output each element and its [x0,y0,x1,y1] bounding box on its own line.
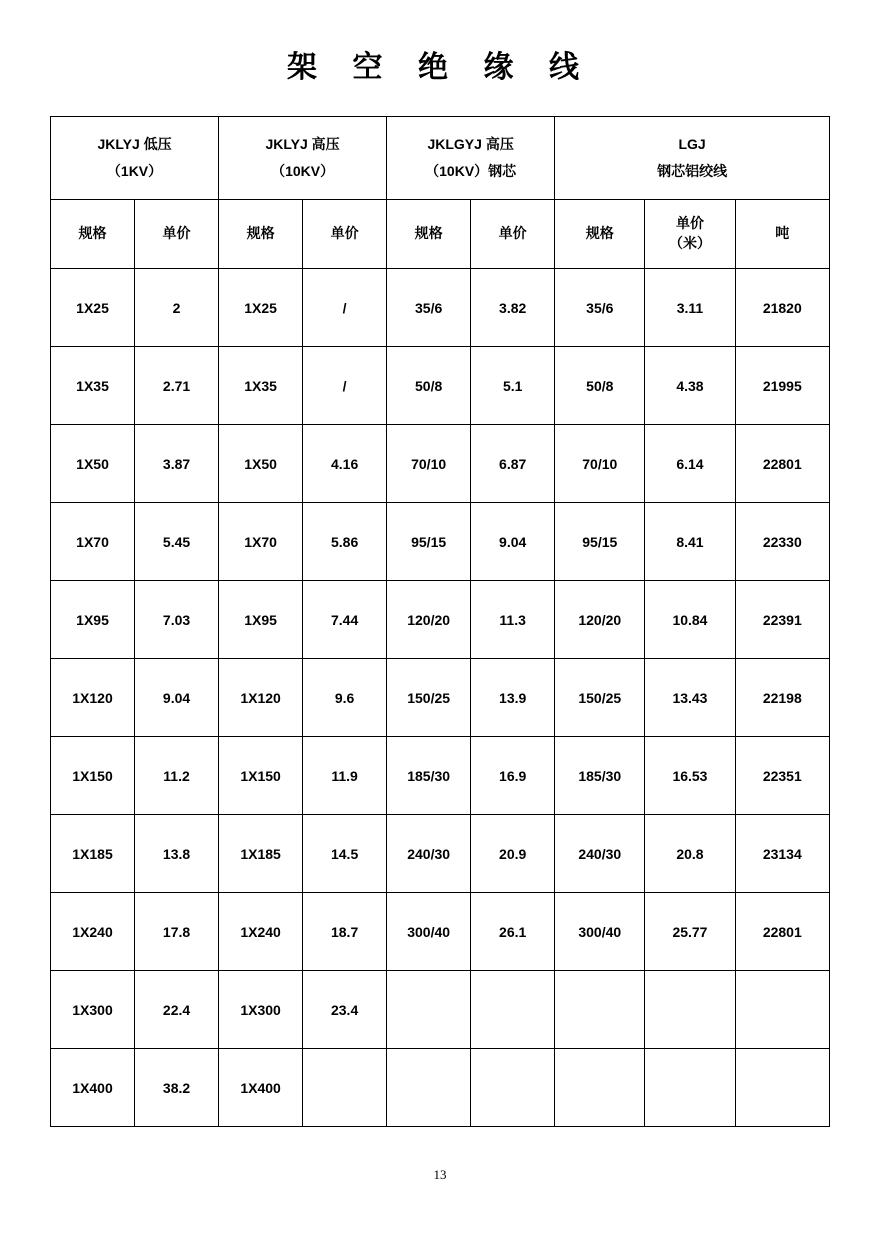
cell-ton: 23134 [735,815,829,893]
cell-spec-2: 1X400 [219,1049,303,1127]
cell-price-1: 3.87 [135,425,219,503]
group-header-line1: LGJ [678,136,706,153]
price-table-container [50,116,830,1127]
cell-price-2: / [303,269,387,347]
column-header-price-1 [135,200,219,269]
cell-price-3: 9.04 [471,503,555,581]
cell-spec-4: 95/15 [555,503,645,581]
cell-price-2: 14.5 [303,815,387,893]
price-table [50,116,830,1127]
group-header-line1: JKLGYJ 高压 [427,136,514,153]
cell-spec-4: 185/30 [555,737,645,815]
cell-ton: 22198 [735,659,829,737]
table-row [51,737,830,815]
cell-spec-3: 95/15 [387,503,471,581]
cell-spec-3: 70/10 [387,425,471,503]
column-header-line1: 单价 [330,225,359,242]
column-header-line1: 单价 [675,215,704,232]
cell-spec-1: 1X300 [51,971,135,1049]
cell-price-2: 9.6 [303,659,387,737]
cell-price-3: 11.3 [471,581,555,659]
cell-price-4: 20.8 [645,815,735,893]
column-header-line1: 规格 [414,225,443,242]
page-number: 13 [433,1167,447,1182]
cell-price-2 [303,1049,387,1127]
cell-price-3: 26.1 [471,893,555,971]
cell-price-4: 4.38 [645,347,735,425]
cell-price-4: 8.41 [645,503,735,581]
cell-spec-1: 1X70 [51,503,135,581]
cell-price-2: 23.4 [303,971,387,1049]
cell-price-4: 16.53 [645,737,735,815]
group-header-row [51,117,830,200]
column-header-price-2 [303,200,387,269]
column-header-spec-1 [51,200,135,269]
page-title: 架 空 绝 缘 线 [287,51,593,84]
column-header-line1: 规格 [78,225,107,242]
cell-ton [735,971,829,1049]
cell-spec-1: 1X150 [51,737,135,815]
group-header-line1: JKLYJ 低压 [97,136,172,153]
table-row [51,1049,830,1127]
column-header-spec-3 [387,200,471,269]
cell-spec-4: 35/6 [555,269,645,347]
cell-spec-3: 120/20 [387,581,471,659]
cell-spec-2: 1X95 [219,581,303,659]
table-row [51,581,830,659]
cell-ton: 21995 [735,347,829,425]
cell-price-1: 38.2 [135,1049,219,1127]
cell-price-3: 3.82 [471,269,555,347]
cell-spec-4: 50/8 [555,347,645,425]
column-header-spec-4 [555,200,645,269]
cell-spec-1: 1X185 [51,815,135,893]
column-header-line2: （米） [668,235,711,251]
cell-spec-1: 1X400 [51,1049,135,1127]
cell-spec-2: 1X70 [219,503,303,581]
table-row [51,893,830,971]
cell-price-4 [645,1049,735,1127]
cell-price-4 [645,971,735,1049]
cell-ton: 22330 [735,503,829,581]
cell-ton: 22391 [735,581,829,659]
cell-price-1: 17.8 [135,893,219,971]
cell-price-1: 9.04 [135,659,219,737]
column-header-line1: 单价 [498,225,527,242]
group-header-line2: （1KV） [106,163,163,179]
column-header-price-4 [645,200,735,269]
cell-spec-4 [555,971,645,1049]
cell-price-2: 11.9 [303,737,387,815]
cell-spec-1: 1X25 [51,269,135,347]
group-header-jklgyj-hv [387,117,555,200]
column-header-price-3 [471,200,555,269]
cell-spec-1: 1X50 [51,425,135,503]
group-header-line1: JKLYJ 高压 [265,136,340,153]
cell-spec-4: 70/10 [555,425,645,503]
cell-price-1: 5.45 [135,503,219,581]
cell-spec-3: 240/30 [387,815,471,893]
cell-spec-2: 1X25 [219,269,303,347]
column-header-spec-2 [219,200,303,269]
group-header-jklyj-hv [219,117,387,200]
cell-price-4: 25.77 [645,893,735,971]
cell-price-3 [471,971,555,1049]
table-row [51,815,830,893]
cell-ton [735,1049,829,1127]
cell-price-1: 11.2 [135,737,219,815]
column-header-line1: 规格 [246,225,275,242]
cell-price-1: 22.4 [135,971,219,1049]
cell-spec-2: 1X120 [219,659,303,737]
cell-price-1: 2.71 [135,347,219,425]
table-header [51,117,830,269]
table-row [51,971,830,1049]
table-row [51,347,830,425]
cell-spec-4 [555,1049,645,1127]
cell-price-1: 7.03 [135,581,219,659]
group-header-jklyj-lv [51,117,219,200]
cell-price-2: / [303,347,387,425]
cell-price-1: 13.8 [135,815,219,893]
cell-spec-4: 240/30 [555,815,645,893]
cell-price-3: 5.1 [471,347,555,425]
cell-spec-4: 300/40 [555,893,645,971]
column-header-line1: 吨 [775,225,790,242]
table-row [51,503,830,581]
cell-price-3: 20.9 [471,815,555,893]
table-row [51,659,830,737]
cell-price-4: 6.14 [645,425,735,503]
cell-ton: 22351 [735,737,829,815]
cell-price-2: 5.86 [303,503,387,581]
cell-price-3 [471,1049,555,1127]
cell-price-1: 2 [135,269,219,347]
cell-ton: 22801 [735,425,829,503]
table-row [51,425,830,503]
cell-price-4: 13.43 [645,659,735,737]
cell-spec-2: 1X50 [219,425,303,503]
cell-spec-3: 35/6 [387,269,471,347]
table-row [51,269,830,347]
cell-spec-3 [387,1049,471,1127]
cell-ton: 21820 [735,269,829,347]
cell-price-4: 3.11 [645,269,735,347]
cell-price-3: 13.9 [471,659,555,737]
cell-spec-1: 1X35 [51,347,135,425]
column-header-line1: 规格 [585,225,614,242]
cell-spec-3: 50/8 [387,347,471,425]
cell-price-2: 4.16 [303,425,387,503]
cell-spec-2: 1X185 [219,815,303,893]
cell-price-2: 7.44 [303,581,387,659]
cell-spec-2: 1X150 [219,737,303,815]
cell-spec-4: 150/25 [555,659,645,737]
cell-spec-1: 1X95 [51,581,135,659]
cell-spec-3: 150/25 [387,659,471,737]
group-header-lgj [555,117,830,200]
group-header-line2: 钢芯铝绞线 [657,163,728,179]
cell-price-3: 6.87 [471,425,555,503]
cell-spec-1: 1X240 [51,893,135,971]
group-header-line2: （10KV）钢芯 [425,163,517,179]
cell-spec-3: 185/30 [387,737,471,815]
cell-spec-3: 300/40 [387,893,471,971]
cell-spec-2: 1X300 [219,971,303,1049]
group-header-line2: （10KV） [271,163,335,179]
cell-spec-4: 120/20 [555,581,645,659]
cell-price-4: 10.84 [645,581,735,659]
cell-spec-3 [387,971,471,1049]
column-header-ton [735,200,829,269]
cell-price-3: 16.9 [471,737,555,815]
cell-spec-1: 1X120 [51,659,135,737]
cell-spec-2: 1X240 [219,893,303,971]
column-header-line1: 单价 [162,225,191,242]
column-header-row [51,200,830,269]
cell-price-2: 18.7 [303,893,387,971]
cell-ton: 22801 [735,893,829,971]
cell-spec-2: 1X35 [219,347,303,425]
table-body [51,269,830,1127]
